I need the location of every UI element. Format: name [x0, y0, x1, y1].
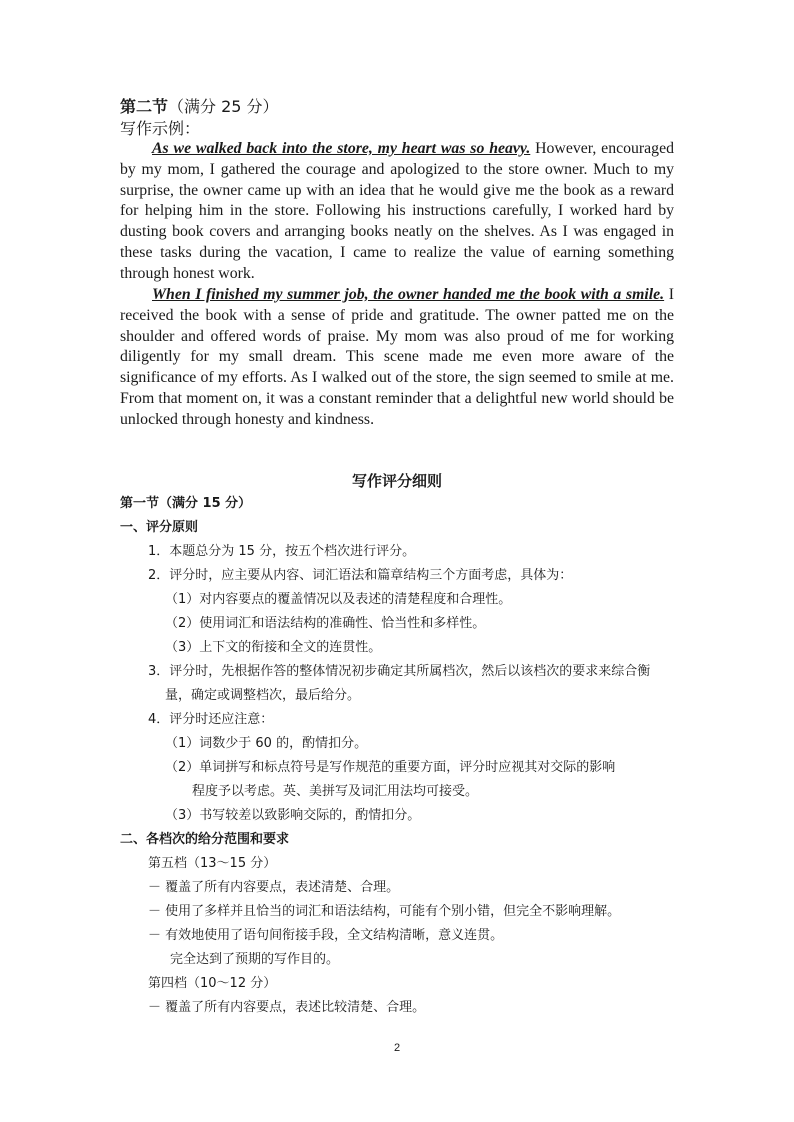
rubric-section-1-heading: 第一节（满分 15 分）	[120, 496, 252, 511]
rubric-item-4-sub-2-line-2: 程度予以考虑。英、美拼写及词汇用法均可接受。	[192, 784, 479, 799]
section-2-heading	[120, 96, 279, 118]
essay-paragraph-1	[120, 139, 674, 285]
rubric-item-4-sub-3: （3）书写较差以致影响交际的，酌情扣分。	[165, 808, 421, 823]
section-2-heading-title: 第二节	[120, 97, 169, 116]
band-5-requirement-4: 完全达到了预期的写作目的。	[170, 952, 340, 967]
rubric-part-1-heading: 一、评分原则	[120, 520, 199, 535]
rubric-item-2-sub-2: （2）使用词汇和语法结构的准确性、恰当性和多样性。	[165, 616, 486, 631]
band-4-requirement-1: － 覆盖了所有内容要点，表述比较清楚、合理。	[148, 1000, 426, 1015]
essay-paragraph-2-body: I received the book with a sense of pride and gratitude. The owner patted me on the shoulder and offered words of praise. My mom was also proud of me for working diligently for my small dream. This scene made me even more aware of the significance of my efforts. As I walked out of the store, the sign seemed to smile at me. From that moment on, it was a constant reminder that a delightful new world should be unlocked through honesty and kindness.	[120, 286, 674, 428]
rubric-item-1: 1．本题总分为 15 分，按五个档次进行评分。	[148, 544, 416, 559]
rubric-item-2-sub-3: （3）上下文的衔接和全文的连贯性。	[165, 640, 382, 655]
essay-paragraph-2	[120, 285, 674, 431]
section-2-heading-score: （满分 25 分）	[168, 97, 279, 116]
rubric-item-2: 2．评分时，应主要从内容、词汇语法和篇章结构三个方面考虑，具体为：	[148, 568, 573, 583]
rubric-title: 写作评分细则	[351, 472, 442, 490]
band-5-requirement-2: － 使用了多样并且恰当的词汇和语法结构，可能有个别小错，但完全不影响理解。	[148, 904, 621, 919]
rubric-item-4: 4．评分时还应注意：	[148, 712, 274, 727]
essay-paragraph-1-body: However, encouraged by my mom, I gathered the courage and apologized to the store owner. Much to my surprise, the owner came up with an idea that he would give me the book as a reward for helping him in the store. Following his instructions carefully, I worked hard by dusting book covers and arranging books neatly on the shelves. As I was engaged in these tasks during the vacation, I came to realize the value of earning something through honest work.	[120, 140, 674, 282]
band-4-heading: 第四档（10～12 分）	[148, 976, 277, 991]
rubric-item-3-line-1: 3．评分时，先根据作答的整体情况初步确定其所属档次，然后以该档次的要求来综合衡	[148, 664, 651, 679]
essay-paragraph-2-lead-sentence: When I finished my summer job, the owner handed me the book with a smile.	[152, 286, 665, 303]
rubric-item-2-sub-1: （1）对内容要点的覆盖情况以及表述的清楚程度和合理性。	[165, 592, 512, 607]
rubric-item-4-sub-1: （1）词数少于 60 的，酌情扣分。	[165, 736, 368, 751]
essay-paragraph-1-lead-sentence: As we walked back into the store, my heart was so heavy.	[152, 140, 531, 157]
band-5-requirement-3: － 有效地使用了语句间衔接手段，全文结构清晰，意义连贯。	[148, 928, 504, 943]
rubric-item-4-sub-2-line-1: （2）单词拼写和标点符号是写作规范的重要方面，评分时应视其对交际的影响	[165, 760, 616, 775]
rubric-item-3-line-2: 量，确定或调整档次，最后给分。	[165, 688, 361, 703]
writing-example-label: 写作示例：	[120, 119, 201, 138]
rubric-part-2-heading: 二、各档次的给分范围和要求	[120, 832, 290, 847]
band-5-requirement-1: － 覆盖了所有内容要点，表述清楚、合理。	[148, 880, 400, 895]
page-number: 2	[393, 1042, 401, 1054]
band-5-heading: 第五档（13～15 分）	[148, 856, 277, 871]
